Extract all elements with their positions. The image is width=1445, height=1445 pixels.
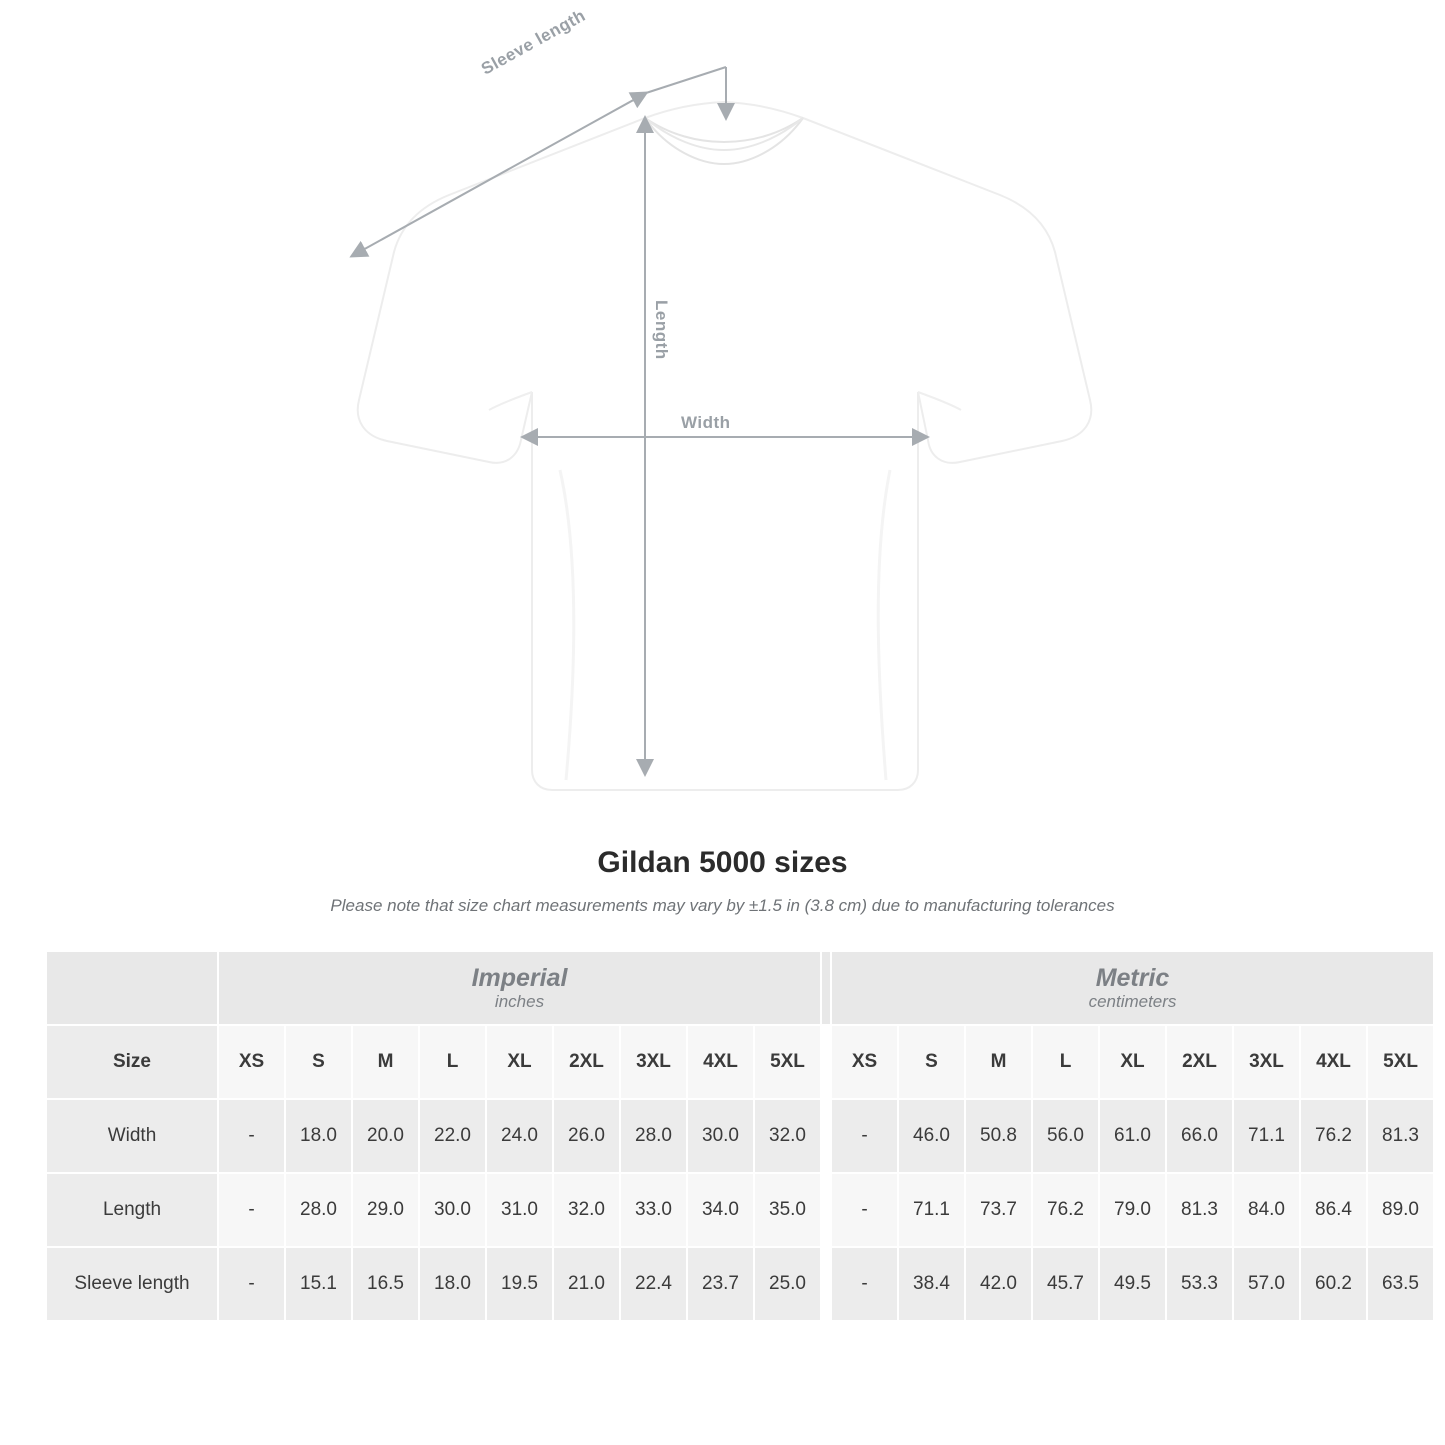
size-col-imperial-5xl: 5XL [754,1025,821,1099]
table-row [46,1173,1434,1247]
cell-sleeve-metric-l: 45.7 [1032,1247,1099,1321]
cell-width-imperial-l: 22.0 [419,1099,486,1173]
cell-sleeve-metric-s: 38.4 [898,1247,965,1321]
size-col-metric-s: S [898,1025,965,1099]
cell-sleeve-metric-m: 42.0 [965,1247,1032,1321]
cell-width-imperial-xl: 24.0 [486,1099,553,1173]
column-gap [821,1247,831,1321]
cell-width-metric-s: 46.0 [898,1099,965,1173]
size-col-metric-4xl: 4XL [1300,1025,1367,1099]
size-col-metric-2xl: 2XL [1166,1025,1233,1099]
cell-width-metric-xl: 61.0 [1099,1099,1166,1173]
cell-length-metric-xs: - [831,1173,898,1247]
size-col-imperial-xs: XS [218,1025,285,1099]
cell-width-imperial-2xl: 26.0 [553,1099,620,1173]
unit-metric-name: Metric [1095,963,1170,992]
row-label-sleeve-length: Sleeve length [46,1247,218,1321]
unit-header-gap [821,951,831,1025]
tolerance-note: Please note that size chart measurements may vary by ±1.5 in (3.8 cm) due to manufacturing tolerances [330,896,1115,915]
width-dimension-label: Width [681,413,731,432]
column-gap [821,1025,831,1099]
size-table-wrapper [45,950,1419,1322]
size-col-metric-l: L [1032,1025,1099,1099]
cell-width-imperial-3xl: 28.0 [620,1099,687,1173]
unit-header-row [46,951,1434,1025]
cell-length-metric-3xl: 84.0 [1233,1173,1300,1247]
unit-imperial-sub: inches [494,992,545,1012]
cell-width-imperial-4xl: 30.0 [687,1099,754,1173]
cell-sleeve-imperial-l: 18.0 [419,1247,486,1321]
cell-length-imperial-xs: - [218,1173,285,1247]
cell-length-metric-xl: 79.0 [1099,1173,1166,1247]
size-col-metric-3xl: 3XL [1233,1025,1300,1099]
cell-width-metric-2xl: 66.0 [1166,1099,1233,1173]
tshirt-shape [358,102,1092,790]
cell-length-metric-l: 76.2 [1032,1173,1099,1247]
unit-imperial-name: Imperial [471,963,568,992]
cell-sleeve-imperial-4xl: 23.7 [687,1247,754,1321]
unit-metric-sub: centimeters [1088,992,1177,1012]
cell-width-metric-3xl: 71.1 [1233,1099,1300,1173]
column-header-size: Size [46,1025,218,1099]
cell-width-metric-xs: - [831,1099,898,1173]
column-gap [821,1173,831,1247]
cell-length-metric-m: 73.7 [965,1173,1032,1247]
cell-sleeve-metric-5xl: 63.5 [1367,1247,1434,1321]
table-row [46,1099,1434,1173]
cell-length-imperial-s: 28.0 [285,1173,352,1247]
column-gap [821,1099,831,1173]
cell-length-imperial-3xl: 33.0 [620,1173,687,1247]
size-header-row [46,1025,1434,1099]
cell-length-imperial-xl: 31.0 [486,1173,553,1247]
cell-width-metric-l: 56.0 [1032,1099,1099,1173]
cell-length-imperial-l: 30.0 [419,1173,486,1247]
row-label-length: Length [46,1173,218,1247]
size-col-imperial-xl: XL [486,1025,553,1099]
cell-sleeve-metric-2xl: 53.3 [1166,1247,1233,1321]
cell-sleeve-metric-4xl: 60.2 [1300,1247,1367,1321]
cell-length-metric-2xl: 81.3 [1166,1173,1233,1247]
cell-width-imperial-5xl: 32.0 [754,1099,821,1173]
cell-length-metric-5xl: 89.0 [1367,1173,1434,1247]
length-dimension-label: Length [652,300,671,360]
unit-header-metric [831,951,1434,1025]
size-table [45,950,1435,1322]
size-col-imperial-m: M [352,1025,419,1099]
size-col-imperial-2xl: 2XL [553,1025,620,1099]
cell-length-imperial-2xl: 32.0 [553,1173,620,1247]
cell-length-metric-4xl: 86.4 [1300,1173,1367,1247]
sleeve-length-dimension-label: Sleeve length [478,5,589,79]
size-col-imperial-s: S [285,1025,352,1099]
page-title: Gildan 5000 sizes [597,846,848,879]
cell-length-imperial-4xl: 34.0 [687,1173,754,1247]
cell-sleeve-imperial-m: 16.5 [352,1247,419,1321]
cell-sleeve-metric-xl: 49.5 [1099,1247,1166,1321]
cell-sleeve-imperial-5xl: 25.0 [754,1247,821,1321]
size-col-metric-5xl: 5XL [1367,1025,1434,1099]
size-col-metric-m: M [965,1025,1032,1099]
cell-sleeve-imperial-s: 15.1 [285,1247,352,1321]
size-col-imperial-3xl: 3XL [620,1025,687,1099]
cell-width-metric-m: 50.8 [965,1099,1032,1173]
table-row [46,1247,1434,1321]
cell-sleeve-metric-xs: - [831,1247,898,1321]
unit-header-spacer [46,951,218,1025]
cell-width-imperial-s: 18.0 [285,1099,352,1173]
cell-length-metric-s: 71.1 [898,1173,965,1247]
title-block [0,846,1445,916]
size-col-metric-xl: XL [1099,1025,1166,1099]
cell-sleeve-imperial-3xl: 22.4 [620,1247,687,1321]
cell-sleeve-imperial-xs: - [218,1247,285,1321]
cell-length-imperial-m: 29.0 [352,1173,419,1247]
size-col-imperial-l: L [419,1025,486,1099]
cell-width-metric-4xl: 76.2 [1300,1099,1367,1173]
cell-sleeve-imperial-xl: 19.5 [486,1247,553,1321]
cell-width-metric-5xl: 81.3 [1367,1099,1434,1173]
cell-sleeve-imperial-2xl: 21.0 [553,1247,620,1321]
size-col-metric-xs: XS [831,1025,898,1099]
cell-length-imperial-5xl: 35.0 [754,1173,821,1247]
row-label-width: Width [46,1099,218,1173]
cell-width-imperial-xs: - [218,1099,285,1173]
unit-header-imperial [218,951,821,1025]
cell-width-imperial-m: 20.0 [352,1099,419,1173]
cell-sleeve-metric-3xl: 57.0 [1233,1247,1300,1321]
size-col-imperial-4xl: 4XL [687,1025,754,1099]
